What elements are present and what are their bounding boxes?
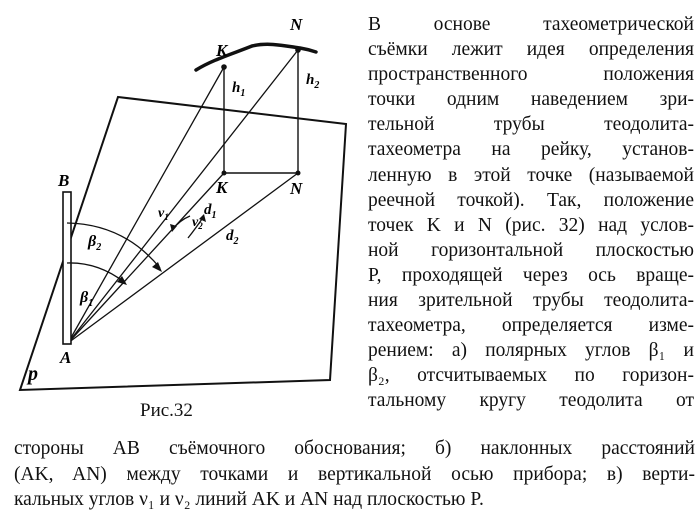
point-k-proj (222, 171, 227, 176)
distance-d2 (68, 173, 298, 343)
label-v2: $v_2$ (192, 215, 203, 231)
text-line: ния зрительной трубы теодолита- (368, 290, 694, 312)
figure-caption: Рис.32 (140, 400, 193, 421)
text-line: рением: а) полярных углов β₁ и (368, 340, 694, 362)
label-k-proj: K (216, 178, 228, 197)
text-line: P, проходящей через ось враще- (368, 264, 694, 286)
text-line: ной горизонтальной плоскостью (368, 239, 694, 261)
point-k (221, 64, 227, 70)
point-n (295, 47, 301, 53)
label-beta1: $\beta_1$ (80, 289, 94, 309)
text-line: реечной точкой). Так, положение (368, 189, 694, 211)
label-n: N (290, 15, 303, 34)
text-line: точки одним наведением зри- (368, 89, 694, 111)
text-line: тальному кругу теодолита от (368, 390, 694, 412)
arrow-beta2 (152, 262, 162, 272)
label-b: B (58, 171, 70, 190)
text-line: тахеометра, определяется изме- (368, 315, 694, 337)
angle-arc-beta1 (67, 263, 124, 282)
sight-line-an (68, 50, 298, 343)
label-v1: $v_1$ (158, 206, 169, 222)
text-line: пространственного положения (368, 64, 694, 86)
label-h1: $h_1$ (232, 80, 246, 99)
text-line: β₂, отсчитываемых по горизон- (368, 365, 694, 387)
distance-d1 (68, 173, 224, 343)
label-d1: $d_1$ (204, 202, 217, 221)
text-line: тахеометра на рейку, установ- (368, 139, 694, 161)
text-line: съёмки лежит идея определения (368, 39, 694, 61)
text-line: тельной трубы теодолита- (368, 114, 694, 136)
body-text-bottom (14, 436, 695, 513)
text-line: кальных углов ν₁ и ν₂ линий AK и AN над плоскостью P. (14, 489, 484, 511)
survey-diagram (0, 0, 370, 400)
text-line: ленную в этой точке (называемой (368, 164, 694, 186)
label-n-proj: N (290, 179, 303, 198)
body-text-right (368, 12, 694, 414)
text-line: (AK, AN) между точками и вертикальной осью прибора; в) верти- (14, 463, 695, 485)
rod-ab (63, 192, 71, 344)
label-k: K (216, 41, 228, 60)
label-d2: $d_2$ (226, 228, 239, 247)
label-h2: $h_2$ (306, 72, 320, 91)
text-line: стороны AB съёмочного обоснования; б) наклонных расстояний (14, 438, 695, 459)
label-a: A (60, 348, 72, 367)
point-n-proj (296, 171, 301, 176)
text-line: В основе тахеометрической (368, 14, 694, 35)
label-p: p (28, 363, 38, 385)
label-beta2: $\beta_2$ (88, 233, 102, 253)
text-line: точек K и N (рис. 32) над услов- (368, 214, 694, 236)
